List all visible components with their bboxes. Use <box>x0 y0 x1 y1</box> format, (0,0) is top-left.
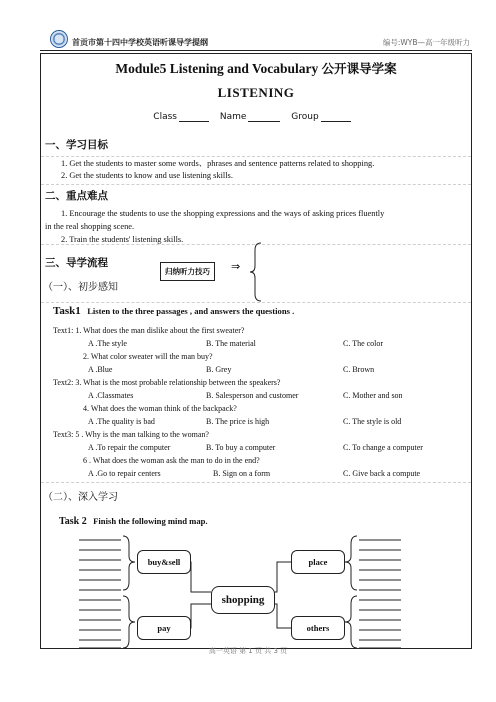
question-2: 2. What color sweater will the man buy? <box>83 352 213 361</box>
header-rule <box>40 50 472 51</box>
document-code: 编号:WYB—高一年级听力 <box>382 38 470 47</box>
title-cn: 公开课导学案 <box>321 61 397 76</box>
arrow-icon: ⇒ <box>231 260 241 273</box>
name-label: Name <box>219 112 247 122</box>
q4-option-c[interactable]: C. The style is old <box>343 417 402 426</box>
question-4: 4. What does the woman think of the backpack? <box>83 404 237 413</box>
listening-tips-box: 归纳听力技巧 <box>160 262 215 281</box>
school-name: 首贡市第十四中学校英语听课导学提纲 <box>72 38 208 47</box>
keypoint-item-1-line-1: 1. Encourage the students to use the shopping expressions and the ways of asking prices fluently <box>61 209 385 218</box>
q1-option-c[interactable]: C. The color <box>343 339 384 348</box>
q3-option-a[interactable]: A .Classmates <box>88 391 134 400</box>
group-label: Group <box>291 112 319 122</box>
question-3: Text2: 3. What is the most probable relationship between the speakers? <box>53 378 281 387</box>
q6-option-a[interactable]: A .Go to repair centers <box>88 469 161 478</box>
student-info-line <box>41 112 471 122</box>
task2-instruction: Finish the following mind map. <box>93 516 208 526</box>
q2-option-b[interactable]: B. Grey <box>206 365 232 374</box>
q2-option-c[interactable]: C. Brown <box>343 365 375 374</box>
keypoint-item-2: 2. Train the students' listening skills. <box>61 235 184 244</box>
task2-heading <box>59 516 208 527</box>
left-brace-icon <box>249 242 263 302</box>
mind-map-node-buy-sell: buy&sell <box>137 550 191 574</box>
task1-number: Task1 <box>53 305 81 317</box>
section-keypoints-heading: 二、重点难点 <box>45 190 108 202</box>
dashed-rule <box>41 482 471 483</box>
q3-option-c[interactable]: C. Mother and son <box>343 391 403 400</box>
mind-map-node-place: place <box>291 550 345 574</box>
question-5: Text3: 5 . Why is the man talking to the woman? <box>53 430 209 439</box>
page-title <box>41 59 471 77</box>
q1-option-a[interactable]: A .The style <box>88 339 127 348</box>
part-2-heading: （二）、深入学习 <box>43 492 118 503</box>
school-logo-icon <box>50 30 68 48</box>
name-blank[interactable] <box>248 112 280 122</box>
part-1-heading: （一）、初步感知 <box>43 282 118 293</box>
page-footer: 高一英语 第 1 页 共 3 页 <box>208 647 288 655</box>
section-process-heading: 三、导学流程 <box>45 257 108 269</box>
task1-heading <box>53 305 294 317</box>
q4-option-b[interactable]: B. The price is high <box>206 417 270 426</box>
q3-option-b[interactable]: B. Salesperson and customer <box>206 391 299 400</box>
page-header <box>50 36 470 50</box>
goal-item-1: 1. Get the students to master some words、phrases and sentence patterns related to shopping. <box>61 159 375 168</box>
keypoint-item-1-line-2: in the real shopping scene. <box>45 222 135 231</box>
mind-map-node-others: others <box>291 616 345 640</box>
q6-option-b[interactable]: B. Sign on a form <box>213 469 271 478</box>
q5-option-c[interactable]: C. To change a computer <box>343 443 423 452</box>
q2-option-a[interactable]: A .Blue <box>88 365 113 374</box>
section-goals-heading: 一、学习目标 <box>45 139 108 151</box>
mind-map-node-pay: pay <box>137 616 191 640</box>
task2-number: Task 2 <box>59 516 87 527</box>
q4-option-a[interactable]: A .The quality is bad <box>88 417 155 426</box>
goal-item-2: 2. Get the students to know and use listening skills. <box>61 171 233 180</box>
q1-option-b[interactable]: B. The material <box>206 339 256 348</box>
question-6: 6 . What does the woman ask the man to do in the end? <box>83 456 260 465</box>
class-label: Class <box>153 112 177 122</box>
dashed-rule <box>41 302 471 303</box>
dashed-rule <box>41 184 471 185</box>
q5-option-a[interactable]: A .To repair the computer <box>88 443 171 452</box>
mind-map-center-shopping: shopping <box>211 586 275 614</box>
q5-option-b[interactable]: B. To buy a computer <box>206 443 276 452</box>
class-blank[interactable] <box>179 112 209 122</box>
group-blank[interactable] <box>321 112 351 122</box>
worksheet-frame <box>40 53 472 649</box>
page-subtitle: LISTENING <box>217 85 295 100</box>
question-1: Text1: 1. What does the man dislike about the first sweater? <box>53 326 245 335</box>
q6-option-c[interactable]: C. Give back a compute <box>343 469 421 478</box>
task1-instruction: Listen to the three passages , and answers the questions . <box>87 306 295 316</box>
title-en: Module5 Listening and Vocabulary <box>115 61 319 76</box>
